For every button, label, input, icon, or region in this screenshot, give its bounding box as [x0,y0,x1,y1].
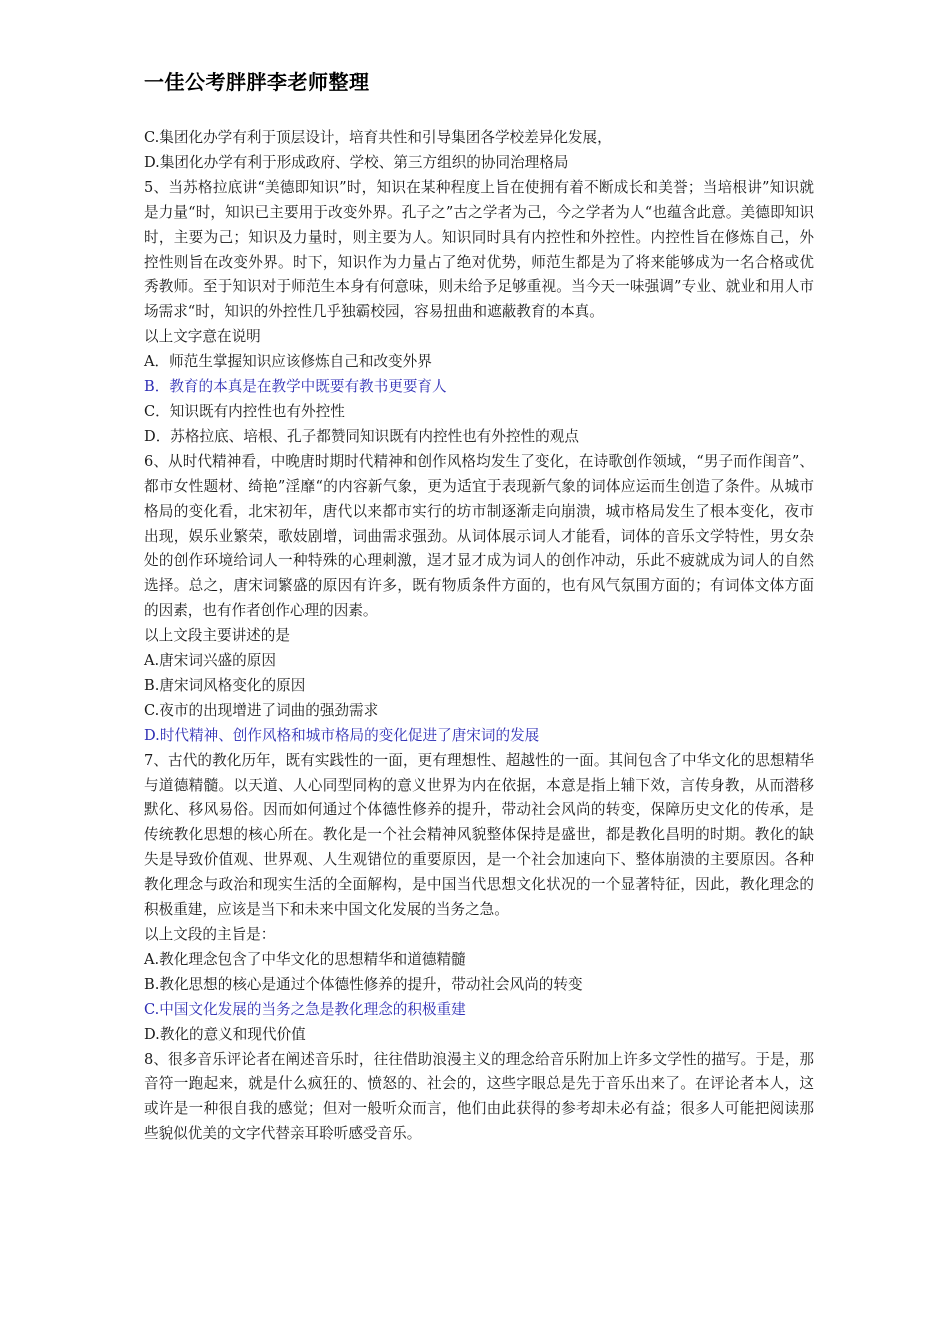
question-5-stem: 以上文字意在说明 [144,328,261,346]
question-7-option-b: B.教化思想的核心是通过个体德性修养的提升，带动社会风尚的转变 [144,975,583,993]
question-8-passage: 8、很多音乐评论者在阐述音乐时，往往借助浪漫主义的理念给音乐附加上许多文学性的描写。于是，那音符一跑起来，就是什么疯狂的、愤怒的、社会的，这些字眼总是先于音乐出来了。在评论者本人，这或许是一种很自我的感觉；但对一般听众而言，他们由此获得的参考却未必有益；很多人可能把阅读那些貌似优美的文字代替亲耳聆听感受音乐。 [144,1050,814,1143]
question-5-passage: 5、当苏格拉底讲“美德即知识”时，知识在某种程度上旨在使拥有着不断成长和美誉；当培根讲”知识就是力量“时，知识已主要用于改变外界。孔子之”古之学者为己，今之学者为人“也蕴含此意。美德即知识时，主要为己；知识及力量时，则主要为人。知识同时具有内控性和外控性。内控性旨在修炼自己，外控性则旨在改变外界。时下，知识作为力量占了绝对优势，师范生都是为了将来能够成为一名合格或优秀教师。至于知识对于师范生本身有何意味，则未给予足够重视。当今天一味强调”专业、就业和用人市场需求“时，知识的外控性几乎独霸校园，容易扭曲和遮蔽教育的本真。 [144,178,814,321]
question-7-option-d: D.教化的意义和现代价值 [144,1025,306,1043]
question-5-option-c: C．知识既有内控性也有外控性 [144,402,345,420]
question-7-passage: 7、古代的教化历年，既有实践性的一面，更有理想性、超越性的一面。其间包含了中华文化的思想精华与道德精髓。以天道、人心同型同构的意义世界为内在依据，本意是指上辅下效，言传身教，从而潜移默化、移风易俗。因而如何通过个体德性修养的提升，带动社会风尚的转变，保障历史文化的传承，是传统教化思想的核心所在。教化是一个社会精神风貌整体保持是盛世，都是教化昌明的时期。教化的缺失是导致价值观、世界观、人生观错位的重要原因，是一个社会加速向下、整体崩溃的主要原因。各种教化理念与政治和现实生活的全面解构，是中国当代思想文化状况的一个显著特征，因此，教化理念的积极重建，应该是当下和未来中国文化发展的当务之急。 [144,751,814,919]
document-body [144,126,814,1147]
option-c: C.集团化办学有利于顶层设计，培育共性和引导集团各学校差异化发展， [144,129,612,146]
question-7-option-c-answer: C.中国文化发展的当务之急是教化理念的积极重建 [144,1000,466,1018]
question-6-passage: 6、从时代精神看，中晚唐时期时代精神和创作风格均发生了变化，在诗歌创作领域，“男子而作闺音”、都市女性题材、绮艳”淫靡“的内容新气象，更为适宜于表现新气象的词体应运而生创造了条件。从城市格局的变化看，北宋初年，唐代以来都市实行的坊市制逐渐走向崩溃，城市格局发生了根本变化，夜市出现，娱乐业繁荣，歌妓剧增，词曲需求强劲。从词体展示词人才能看，词体的音乐文学特性，男女杂处的创作环境给词人一种特殊的心理刺激，逞才显才成为词人的创作冲动，乐此不疲就成为词人的自然选择。总之，唐宋词繁盛的原因有许多，既有物质条件方面的，也有风气氛围方面的；有词体文体方面的因素，也有作者创作心理的因素。 [144,452,814,620]
question-6-option-a: A.唐宋词兴盛的原因 [144,652,276,670]
question-7-option-a: A.教化理念包含了中华文化的思想精华和道德精髓 [144,950,466,968]
question-5-option-b-answer: B．教育的本真是在教学中既要有教书更要育人 [144,378,447,396]
header-title: 一佳公考胖胖李老师整理 [144,70,370,94]
question-5-option-a: A．师范生掌握知识应该修炼自己和改变外界 [144,353,432,371]
question-6-option-d-answer: D.时代精神、创作风格和城市格局的变化促进了唐宋词的发展 [144,726,540,744]
question-5-option-d: D．苏格拉底、培根、孔子都赞同知识既有内控性也有外控性的观点 [144,427,579,445]
question-6-stem: 以上文段主要讲述的是 [144,627,290,645]
option-d: D.集团化办学有利于形成政府、学校、第三方组织的协同治理格局 [144,153,569,171]
question-7-stem: 以上文段的主旨是： [144,926,276,943]
question-6-option-b: B.唐宋词风格变化的原因 [144,676,306,694]
question-6-option-c: C.夜市的出现增进了词曲的强劲需求 [144,701,379,719]
